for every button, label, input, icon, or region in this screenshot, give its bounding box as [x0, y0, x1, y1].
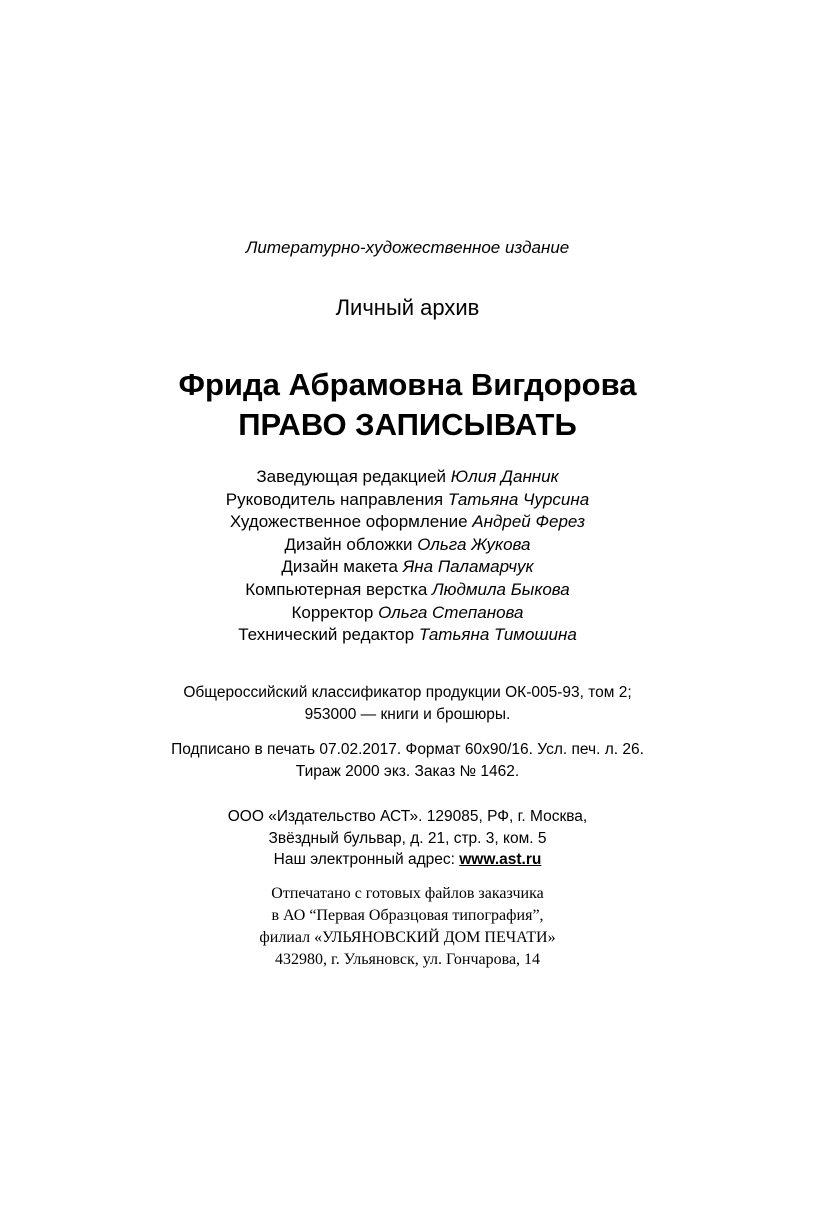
publisher-line: Звёздный бульвар, д. 21, стр. 3, ком. 5 — [268, 829, 547, 847]
credit-role: Художественное оформление — [229, 512, 468, 532]
credit-role: Дизайн обложки — [284, 534, 413, 554]
credit-line — [0, 466, 815, 489]
publisher-website-link[interactable]: www.ast.ru — [459, 851, 542, 868]
publisher-email-line — [0, 849, 815, 871]
printer-line: филиал «УЛЬЯНОВСКИЙ ДОМ ПЕЧАТИ» — [259, 929, 556, 946]
credit-line — [0, 534, 815, 557]
credit-role: Технический редактор — [238, 625, 415, 645]
credit-line — [0, 489, 815, 512]
classifier-line: Общероссийский классификатор продукции ОК-005-93, том 2; — [183, 684, 632, 701]
credit-role: Корректор — [291, 602, 374, 622]
product-classifier — [0, 682, 815, 726]
printer-line: Отпечатано с готовых файлов заказчика — [271, 885, 544, 902]
credit-name: Татьяна Чурсина — [447, 489, 590, 509]
credit-name: Ольга Жукова — [417, 534, 531, 554]
credit-name: Ольга Степанова — [378, 602, 524, 622]
printer-line: в АО “Первая Образцовая типография”, — [271, 907, 544, 924]
credit-name: Людмила Быкова — [432, 579, 570, 599]
publisher-line: ООО «Издательство АСТ». 129085, РФ, г. Москва, — [227, 808, 588, 825]
author-name: Фрида Абрамовна Вигдорова — [178, 367, 637, 402]
email-label: Наш электронный адрес: — [273, 851, 455, 868]
credit-line — [0, 602, 815, 625]
credit-name: Юлия Данник — [450, 467, 559, 486]
credit-role: Компьютерная верстка — [245, 579, 428, 599]
classifier-line: 953000 — книги и брошюры. — [304, 706, 511, 723]
credit-name: Андрей Ферез — [472, 512, 586, 532]
credit-name: Татьяна Тимошина — [418, 625, 577, 645]
credit-line — [0, 511, 815, 534]
credit-line — [0, 579, 815, 602]
edition-type: Литературно-художественное издание — [245, 238, 570, 257]
publisher-info — [0, 806, 815, 871]
print-info-line: Подписано в печать 07.02.2017. Формат 60x90/16. Усл. печ. л. 26. — [171, 741, 644, 758]
credit-name: Яна Паламарчук — [402, 557, 534, 577]
series-name: Личный архив — [335, 295, 480, 320]
print-info-line: Тираж 2000 экз. Заказ № 1462. — [295, 763, 520, 780]
printer-line: 432980, г. Ульяновск, ул. Гончарова, 14 — [274, 951, 541, 968]
book-title: ПРАВО ЗАПИСЫВАТЬ — [238, 407, 577, 442]
credit-role: Дизайн макета — [281, 557, 398, 577]
printer-info — [0, 883, 815, 971]
credit-role: Заведующая редакцией — [256, 467, 447, 486]
credit-role: Руководитель направления — [225, 489, 444, 509]
credit-line — [0, 624, 815, 647]
credit-line — [0, 556, 815, 579]
credits-block — [0, 466, 815, 647]
print-info — [0, 739, 815, 783]
